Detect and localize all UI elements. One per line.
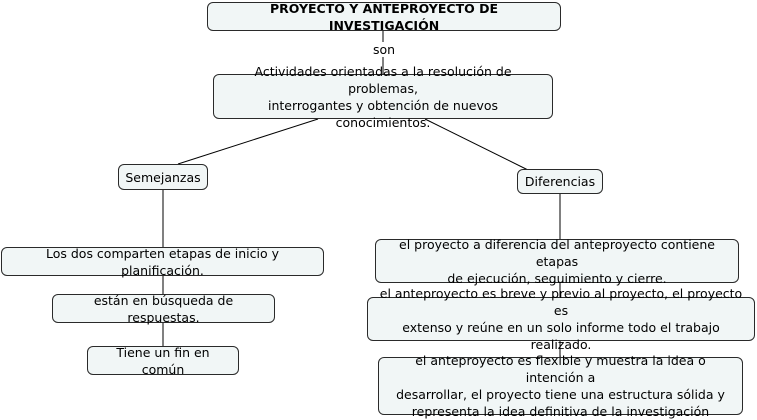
semejanza-item-2: están en búsqueda de respuestas. [52,294,275,323]
semejanza-item-3: Tiene un fin en común [87,346,239,375]
semejanzas-node: Semejanzas [118,164,208,190]
semejanza-item-1: Los dos comparten etapas de inicio y planificación. [1,247,324,276]
diferencias-node: Diferencias [517,169,603,194]
title-node: PROYECTO Y ANTEPROYECTO DE INVESTIGACIÓN [207,2,561,31]
link-label-son: son [373,42,396,57]
diferencia-item-3: el anteproyecto es flexible y muestra la idea o intención a desarrollar, el proyecto tiene una estructura sólida y representa la idea definitiva de la investigación [378,357,743,415]
actividades-node: Actividades orientadas a la resolución de problemas, interrogantes y obtención de nuevos conocimientos. [213,74,553,119]
diferencia-item-1: el proyecto a diferencia del anteproyecto contiene etapas de ejecución, seguimiento y cierre. [375,239,739,283]
diferencia-item-2: el anteproyecto es breve y previo al proyecto, el proyecto es extenso y reúne en un solo informe todo el trabajo realizado. [367,297,755,341]
